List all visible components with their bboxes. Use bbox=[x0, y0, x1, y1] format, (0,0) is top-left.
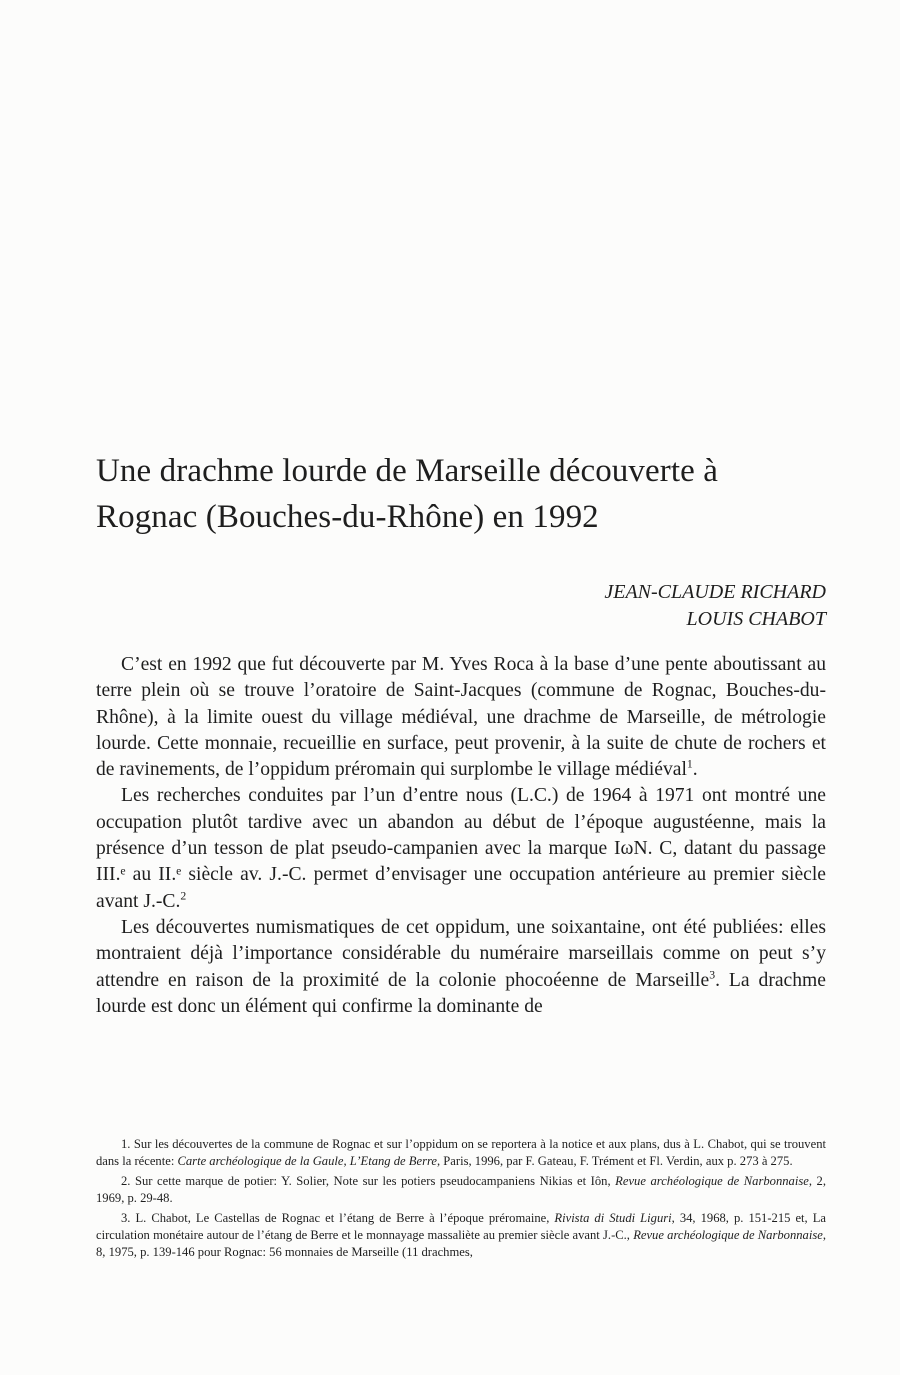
body-paragraph-1: C’est en 1992 que fut découverte par M. Yves Roca à la base d’une pente aboutissant au terre plein où se trouve l’oratoire de Saint-Jacques (commune de Rognac, Bouches-du-Rhône), à la limite ouest du village médiéval, une drachme de Marseille, de métrologie lourde. Cette monnaie, recueillie en surface, peut provenir, à la suite de chute de rochers et de ravinements, de l’oppidum préromain qui surplombe le village médiéval$^1$. bbox=[96, 654, 826, 781]
body-paragraph-3: Les découvertes numismatiques de cet oppidum, une soixantaine, ont été publiées: elles montraient déjà l’importance considérable du numéraire marseillais comme on peut s’y attendre en raison de la proximité de la colonie phocoéenne de Marseille$^3$. La drachme lourde est donc un élément qui confirme la dominante de bbox=[96, 916, 826, 1017]
footnote-3: 3. L. Chabot, Le Castellas de Rognac et l’étang de Berre à l’époque préromaine, Rivista di Studi Liguri, 34, 1968, p. 151-215 et, La circulation monétaire autour de l’étang de Berre et le monnayage massaliète au premier siècle avant J.-C., Revue archéologique de Narbonnaise, 8, 1975, p. 139-146 pour Rognac: 56 monnaies de Marseille (11 drachmes, bbox=[96, 1210, 827, 1260]
title-line-2: Rognac (Bouches-du-Rhône) en 1992 bbox=[96, 499, 599, 535]
footnote-2: 2. Sur cette marque de potier: Y. Solier, Note sur les potiers pseudocampaniens Nikias et Iôn, Revue archéologique de Narbonnaise, 2, 1969, p. 29-48. bbox=[96, 1173, 826, 1206]
footnote-ref-2[interactable]: 2 bbox=[180, 889, 187, 903]
title-line-1: Une drachme lourde de Marseille découverte à bbox=[96, 453, 718, 489]
footnote-1: 1. Sur les découvertes de la commune de Rognac et sur l’oppidum on se reportera à la notice et aux plans, dus à L. Chabot, qui se trouvent dans la récente: Carte archéologique de la Gaule, L’Etang de Berre, Paris, 1996, par F. Gateau, F. Trément et Fl. Verdin, aux p. 273 à 275. bbox=[96, 1137, 826, 1169]
author-list bbox=[604, 579, 826, 633]
body-paragraph-2: Les recherches conduites par l’un d’entre nous (L.C.) de 1964 à 1971 ont montré une occupation plutôt tardive avec un abandon au début de l’époque augustéenne, mais la présence d’un tesson de plat pseudo-campanien avec la marque IωN. C, datant du passage III.ᵉ au II.ᵉ siècle av. J.-C. permet d’envisager une occupation antérieure au premier siècle avant J.-C.$^2$ bbox=[96, 785, 826, 912]
footnote-ref-1[interactable]: 1 bbox=[686, 757, 693, 771]
author-name: JEAN-CLAUDE RICHARD bbox=[604, 581, 826, 603]
article-body bbox=[96, 652, 826, 1020]
footnote-ref-3[interactable]: 3 bbox=[709, 968, 716, 982]
author-name: LOUIS CHABOT bbox=[686, 608, 826, 630]
footnotes bbox=[96, 1136, 826, 1264]
article-title bbox=[96, 448, 836, 540]
